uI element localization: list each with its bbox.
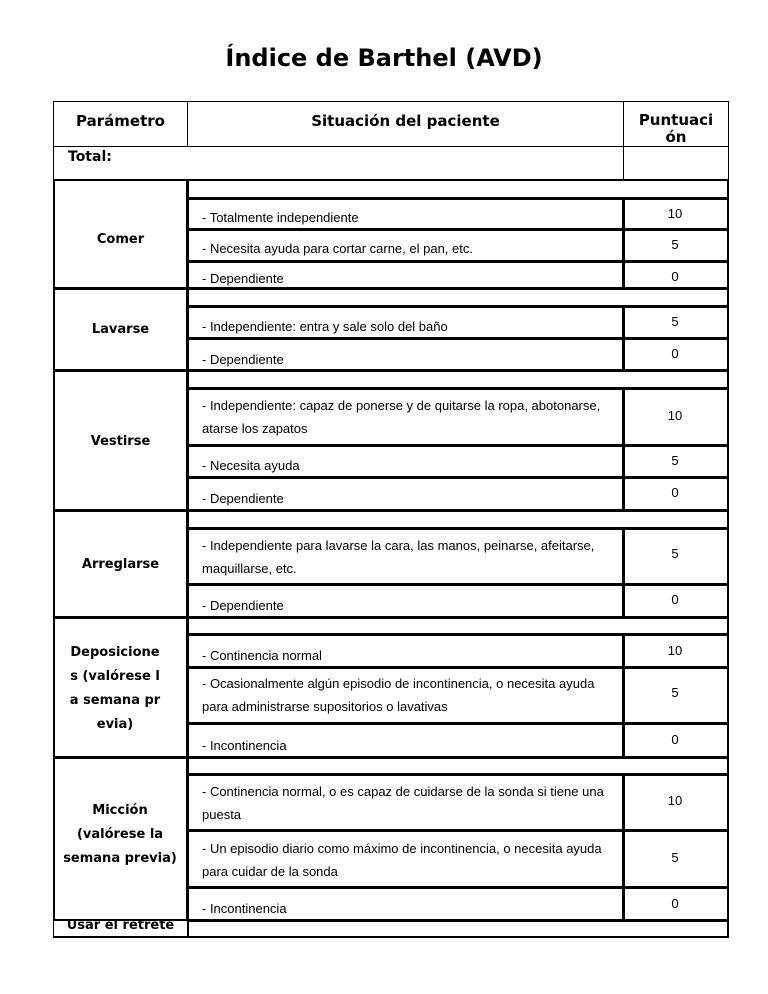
spacer-row: [187, 617, 729, 635]
header-puntuacion: Puntuación: [638, 111, 714, 146]
param-label: Comer: [96, 232, 145, 247]
param-label: Lavarse: [91, 322, 150, 337]
item-description: - Continencia normal, o es capaz de cuidarse de la sonda si tiene una puesta: [202, 784, 604, 822]
param-cell-deposiciones: [53, 617, 188, 758]
desc-cell: [187, 723, 624, 758]
item-score: 5: [671, 685, 679, 700]
param-label: Arreglarse: [81, 557, 160, 572]
item-score: 0: [671, 485, 679, 500]
total-label: Total:: [68, 149, 112, 165]
param-cell-vestirse: [53, 370, 188, 511]
item-score: 5: [671, 453, 679, 468]
score-cell: [623, 887, 729, 921]
score-cell: [623, 528, 729, 585]
item-score: 0: [671, 346, 679, 361]
header-puntuacion-cell: [623, 101, 729, 147]
item-description: - Ocasionalmente algún episodio de incontinencia, o necesita ayuda para administrarse supositorios o lavativas: [202, 676, 595, 714]
desc-cell: [187, 887, 624, 921]
item-description: - Independiente para lavarse la cara, las manos, peinarse, afeitarse, maquillarse, etc.: [202, 538, 595, 576]
item-score: 0: [671, 592, 679, 607]
spacer-row: [187, 288, 729, 307]
item-description: - Necesita ayuda: [202, 458, 300, 473]
param-cell-arreglarse: [53, 510, 188, 618]
desc-cell: [187, 584, 624, 618]
desc-cell: [187, 306, 624, 339]
desc-cell: [187, 667, 624, 724]
desc-cell: [187, 528, 624, 585]
item-score: 5: [671, 237, 679, 252]
spacer-row: [187, 370, 729, 389]
score-cell: [623, 388, 729, 446]
score-cell: [623, 584, 729, 618]
desc-cell: [187, 261, 624, 289]
total-score-cell: [623, 146, 729, 180]
param-label: Deposiciones (valórese la semana previa): [69, 645, 161, 732]
param-label: Micción (valórese la semana previa): [63, 803, 177, 866]
item-score: 0: [671, 732, 679, 747]
header-parametro-cell: [53, 101, 188, 147]
spacer-row: [187, 920, 729, 938]
item-score: 10: [667, 643, 683, 658]
param-cell-miccion: [53, 757, 188, 921]
item-description: - Dependiente: [202, 598, 284, 613]
param-cell-usar-retrete: [53, 920, 188, 938]
item-score: 10: [667, 206, 683, 221]
header-situacion-cell: [187, 101, 624, 147]
item-score: 5: [671, 314, 679, 329]
item-description: - Continencia normal: [202, 648, 322, 663]
item-description: - Incontinencia: [202, 901, 287, 916]
score-cell: [623, 229, 729, 262]
param-cell-comer: [53, 179, 188, 289]
spacer-row: [187, 510, 729, 529]
score-cell: [623, 774, 729, 831]
desc-cell: [187, 198, 624, 230]
score-cell: [623, 261, 729, 289]
item-description: - Dependiente: [202, 352, 284, 367]
desc-cell: [187, 445, 624, 478]
score-cell: [623, 306, 729, 339]
total-label-cell: [53, 146, 624, 180]
score-cell: [623, 198, 729, 230]
param-cell-lavarse: [53, 288, 188, 371]
header-situacion: Situación del paciente: [311, 112, 500, 130]
score-cell: [623, 445, 729, 478]
score-cell: [623, 477, 729, 511]
item-score: 10: [667, 793, 683, 808]
item-score: 0: [671, 269, 679, 284]
item-description: - Necesita ayuda para cortar carne, el pan, etc.: [202, 241, 473, 256]
item-description: - Totalmente independiente: [202, 210, 359, 225]
item-description: - Independiente: entra y sale solo del baño: [202, 319, 448, 334]
score-cell: [623, 667, 729, 724]
desc-cell: [187, 388, 624, 446]
item-score: 5: [671, 546, 679, 561]
param-label: Usar el retrete: [66, 918, 175, 933]
item-description: - Dependiente: [202, 271, 284, 286]
score-cell: [623, 723, 729, 758]
item-score: 5: [671, 850, 679, 865]
item-description: - Un episodio diario como máximo de incontinencia, o necesita ayuda para cuidar de la sonda: [202, 841, 602, 879]
desc-cell: [187, 338, 624, 371]
desc-cell: [187, 830, 624, 888]
score-cell: [623, 338, 729, 371]
param-label: Vestirse: [90, 434, 151, 449]
page-title: Índice de Barthel (AVD): [225, 44, 543, 72]
desc-cell: [187, 634, 624, 668]
item-score: 10: [667, 408, 683, 423]
desc-cell: [187, 774, 624, 831]
desc-cell: [187, 477, 624, 511]
item-description: - Incontinencia: [202, 738, 287, 753]
score-cell: [623, 830, 729, 888]
header-parametro: Parámetro: [76, 112, 165, 130]
spacer-row: [187, 179, 729, 199]
score-cell: [623, 634, 729, 668]
spacer-row: [187, 757, 729, 775]
desc-cell: [187, 229, 624, 262]
item-description: - Independiente: capaz de ponerse y de quitarse la ropa, abotonarse, atarse los zapatos: [202, 398, 601, 436]
item-score: 0: [671, 896, 679, 911]
item-description: - Dependiente: [202, 491, 284, 506]
